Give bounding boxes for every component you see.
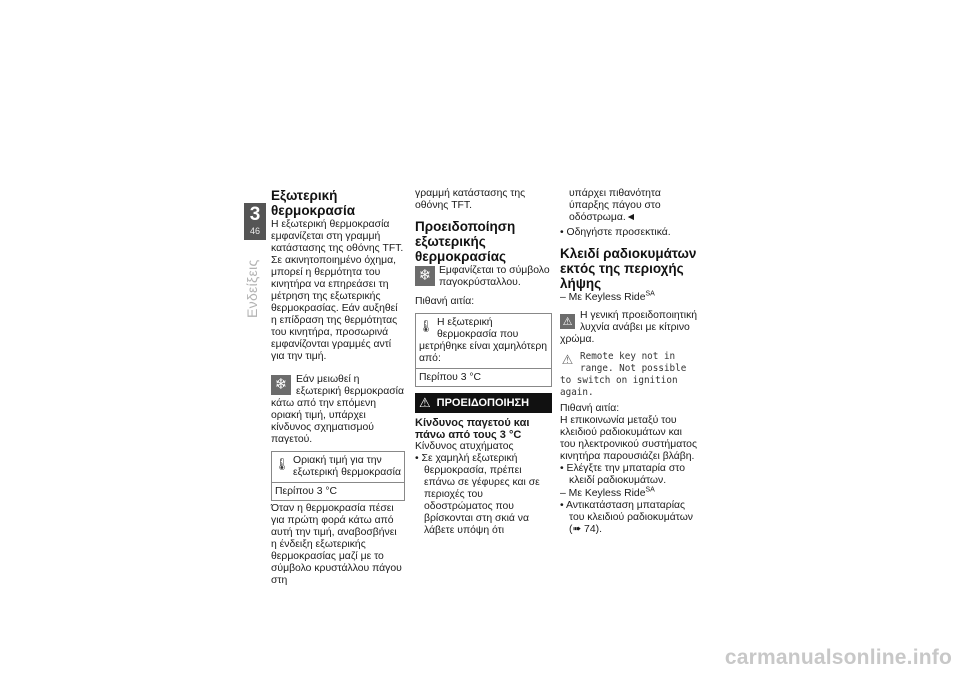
warning-title: Κίνδυνος παγετού και πάνω από τους 3 °C: [415, 417, 530, 441]
snowflake-icon: ❄: [415, 266, 435, 286]
snowflake-icon: ❄: [271, 375, 291, 395]
sa-superscript: SA: [645, 290, 655, 298]
column-3: [560, 188, 700, 536]
column-2: [415, 188, 552, 537]
chapter-side-label: Ενδείξεις: [244, 259, 260, 318]
warning-banner: [415, 393, 552, 413]
chapter-number: 3: [249, 204, 261, 225]
display-message-text: Remote key not in range. Not possible to switch on ignition again.: [560, 351, 687, 398]
thermometer-icon: 🌡: [274, 457, 290, 471]
limit-box-value: Περίπου 3 °C: [272, 482, 404, 500]
possible-cause-text: Η επικοινωνία μεταξύ του κλειδιού ραδιοκυμάτων και του ηλεκτρονικού συστήματος κινητήρα παρουσιάζει βλάβη.: [560, 415, 697, 462]
outside-temp-para3: Όταν η θερμοκρασία πέσει για πρώτη φορά κάτω από αυτή την τιμή, αναβοσβήνει η ένδειξη εξωτερικής θερμοκρασίας μαζί με το σύμβολο κρυστάλλου πάγου στη: [271, 503, 402, 586]
measured-temp-value: Περίπου 3 °C: [416, 368, 551, 386]
watermark: carmanualsonline.info: [724, 646, 952, 669]
remote-key-heading: Κλειδί ραδιοκυμάτων εκτός της περιοχής λήψης: [560, 246, 697, 291]
warning-icon: ⚠: [560, 314, 575, 329]
drive-carefully-bullet: • Οδηγήστε προσεκτικά.: [560, 227, 700, 239]
temp-warning-heading: Προειδοποίηση εξωτερικής θερμοκρασίας: [415, 219, 516, 264]
outside-temp-intro: Η εξωτερική θερμοκρασία εμφανίζεται στη γραμμή κατάστασης της οθόνης TFT.: [271, 219, 404, 254]
warning-subtitle: Κίνδυνος ατυχήματος: [415, 441, 514, 452]
outside-temp-para2: Σε ακινητοποιημένο όχημα, μπορεί η θερμότητα του κινητήρα να επηρεάσει τη μέτρηση της εξωτερικής θερμοκρασίας. Εάν αυξηθεί η επίδραση της θερμότητας του κινητήρα, προσωρινά εμφανίζονται γραμμές αντί για την τιμή.: [271, 255, 398, 362]
thermometer-icon: 🌡: [418, 319, 434, 333]
possible-cause-label: Πιθανή αιτία:: [415, 296, 475, 307]
limit-box: [271, 451, 405, 501]
check-battery-bullet: • Ελέγξτε την μπαταρία στο κλειδί ραδιοκυμάτων.: [560, 463, 700, 487]
warning-bullet: • Σε χαμηλή εξωτερική θερμοκρασία, πρέπει επάνω σε γέφυρες και σε περιοχές του οδοστρώματος που βρίσκονται στη σκιά να λάβετε υπόψη ότι: [415, 453, 552, 537]
column-1: [271, 188, 405, 587]
keyless-ride-text-2: – Με Keyless Ride: [560, 488, 646, 499]
display-message-row: [560, 351, 700, 399]
col2-continuation: γραμμή κατάστασης της οθόνης TFT.: [415, 188, 526, 211]
warning-triangle-icon: ⚠: [561, 351, 574, 367]
measured-temp-box: [415, 313, 552, 387]
keyless-ride-text: – Με Keyless Ride: [560, 292, 646, 303]
warning-label: ΠΡΟΕΙΔΟΠΟΙΗΣΗ: [436, 397, 530, 409]
sa-superscript-2: SA: [645, 486, 655, 494]
snow-symbol-row: [415, 265, 552, 289]
page-number: 46: [249, 226, 260, 236]
possible-cause-label-2: Πιθανή αιτία:: [560, 403, 620, 414]
col3-continuation: υπάρχει πιθανότητα ύπαρξης πάγου στο οδόστρωμα.◄: [569, 188, 661, 223]
frost-note-text: Εάν μειωθεί η εξωτερική θερμοκρασία κάτω από την επόμενη οριακή τιμή, υπάρχει κίνδυνος σχηματισμού παγετού.: [271, 374, 404, 445]
alert-lamp-row: [560, 310, 700, 346]
snow-symbol-text: Εμφανίζεται το σύμβολο παγοκρύσταλλου.: [439, 265, 550, 288]
frost-note: [271, 374, 405, 446]
replace-battery-bullet: • Αντικατάσταση μπαταρίας του κλειδιού ραδιοκυμάτων (➠ 74).: [560, 500, 700, 536]
chapter-tab: [244, 203, 266, 240]
warning-icon: ⚠: [419, 395, 431, 410]
measured-temp-label: Η εξωτερική θερμοκρασία που μετρήθηκε είναι χαμηλότερη από:: [419, 317, 548, 364]
keyless-ride-line-2: [560, 488, 700, 500]
keyless-ride-line-1: [560, 292, 700, 304]
limit-box-label: Οριακή τιμή για την εξωτερική θερμοκρασία: [293, 455, 401, 478]
alert-lamp-text: Η γενική προειδοποιητική λυχνία ανάβει με κίτρινο χρώμα.: [560, 310, 698, 345]
outside-temp-heading: Εξωτερική θερμοκρασία: [271, 188, 356, 218]
